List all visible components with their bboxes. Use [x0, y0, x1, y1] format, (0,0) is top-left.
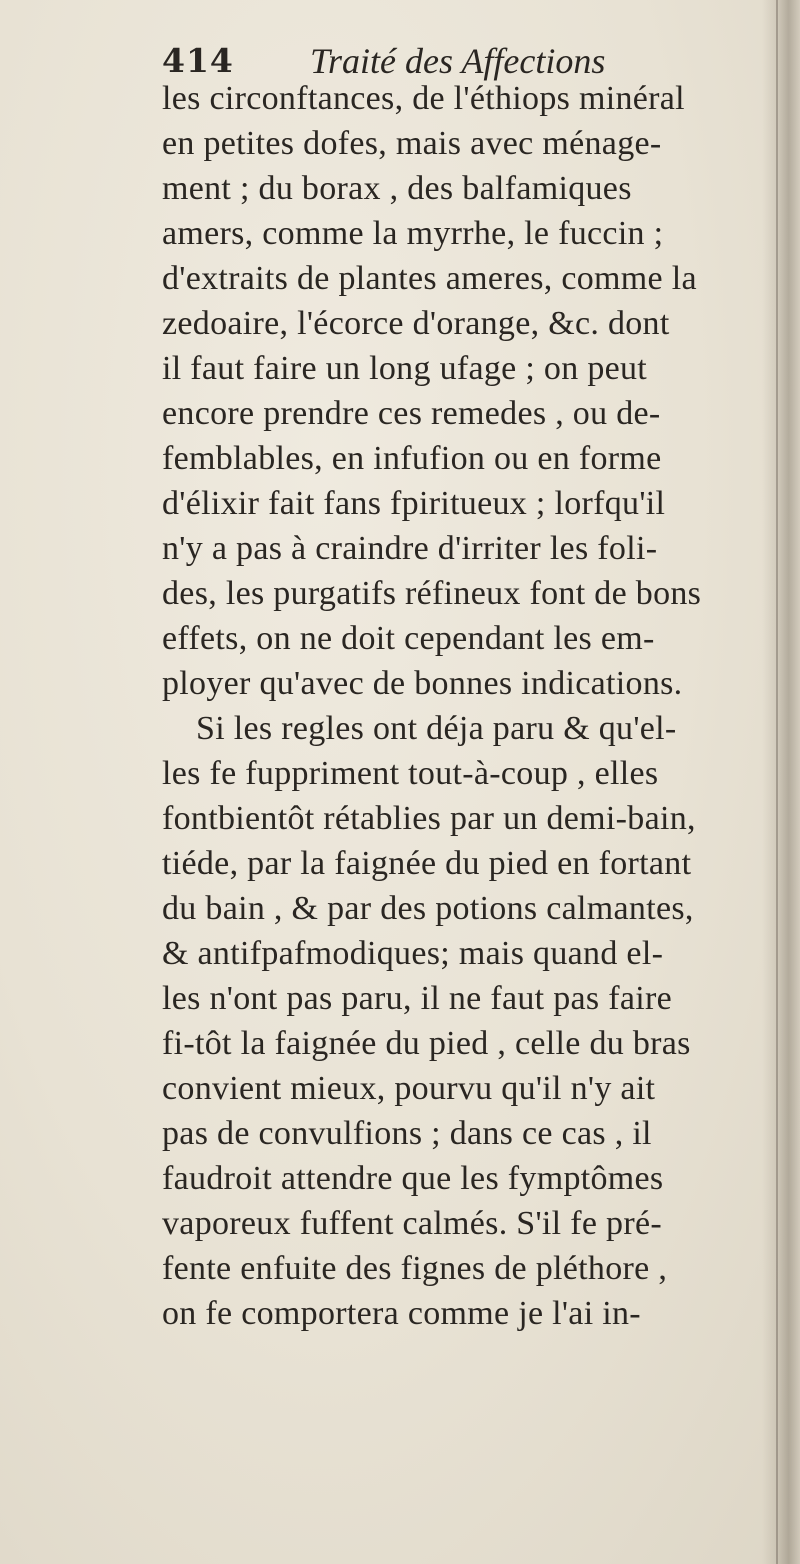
text-line: les n'ont pas paru, il ne faut pas faire [162, 980, 673, 1017]
text-line: d'élixir fait fans fpiritueux ; lorfqu'il [162, 485, 666, 522]
text-line: femblables, en infufion ou en forme [162, 440, 662, 477]
text-line: on fe comportera comme je l'ai in- [162, 1295, 641, 1332]
text-line: fontbientôt rétablies par un demi-bain, [162, 800, 696, 837]
text-line: des, les purgatifs réfineux font de bons [162, 575, 702, 612]
running-title: Traité des Affections [310, 41, 606, 81]
text-line: faudroit attendre que les fymptômes [162, 1160, 664, 1197]
text-line: vaporeux fuffent calmés. S'il fe pré- [162, 1205, 662, 1242]
text-line: les fe fuppriment tout-à-coup , elles [162, 755, 659, 792]
page-number: 414 [162, 41, 234, 80]
paragraph-start-line: Si les regles ont déja paru & qu'el- [196, 710, 677, 747]
text-line: n'y a pas à craindre d'irriter les foli- [162, 530, 658, 567]
text-line: fente enfuite des fignes de pléthore , [162, 1250, 668, 1287]
text-line: encore prendre ces remedes , ou de- [162, 395, 661, 432]
text-line: convient mieux, pourvu qu'il n'y ait [162, 1070, 656, 1107]
text-line: ployer qu'avec de bonnes indications. [162, 665, 683, 702]
body-text [162, 76, 782, 1336]
text-line: il faut faire un long ufage ; on peut [162, 350, 648, 387]
text-line: & antifpafmodiques; mais quand el- [162, 935, 664, 972]
text-line: amers, comme la myrrhe, le fuccin ; [162, 215, 664, 252]
text-line: tiéde, par la faignée du pied en fortant [162, 845, 692, 882]
text-line: du bain , & par des potions calmantes, [162, 890, 694, 927]
text-line: les circonftances, de l'éthiops minéral [162, 80, 685, 117]
text-line: en petites dofes, mais avec ménage- [162, 125, 662, 162]
text-line: effets, on ne doit cependant les em- [162, 620, 655, 657]
text-line: ment ; du borax , des balfamiques [162, 170, 632, 207]
text-line: pas de convulfions ; dans ce cas , il [162, 1115, 652, 1152]
text-line: fi-tôt la faignée du pied , celle du bras [162, 1025, 691, 1062]
text-line: zedoaire, l'écorce d'orange, &c. dont [162, 305, 670, 342]
text-line: d'extraits de plantes ameres, comme la [162, 260, 697, 297]
